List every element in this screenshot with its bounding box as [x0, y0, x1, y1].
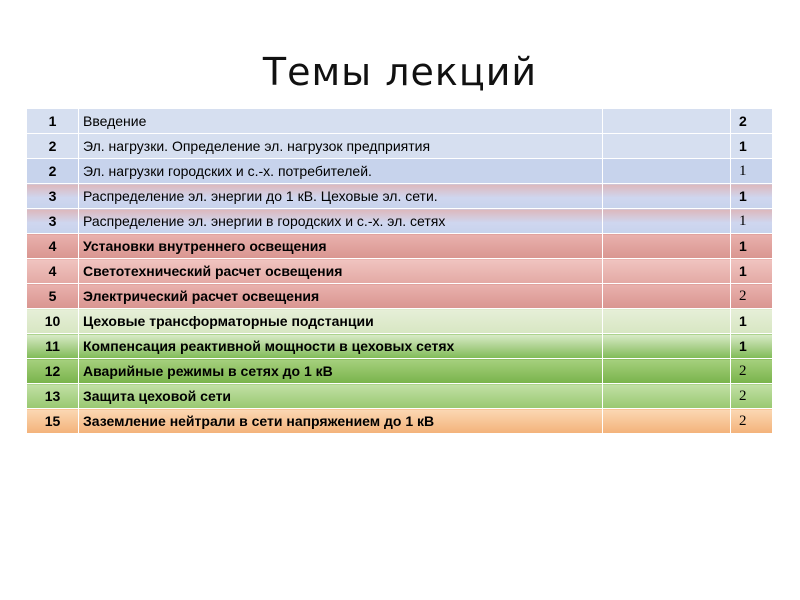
lecture-number: 4 — [27, 234, 79, 259]
lecture-number: 10 — [27, 309, 79, 334]
empty-cell — [603, 184, 731, 209]
lecture-topic: Распределение эл. энергии в городских и с.-х. эл. сетях — [79, 209, 603, 234]
table-row — [27, 309, 773, 334]
lecture-hours: 2 — [731, 284, 773, 309]
table-row — [27, 259, 773, 284]
table-row — [27, 209, 773, 234]
lecture-number: 2 — [27, 159, 79, 184]
lecture-number: 2 — [27, 134, 79, 159]
table-row — [27, 284, 773, 309]
lecture-topic: Эл. нагрузки городских и с.-х. потребителей. — [79, 159, 603, 184]
lecture-hours: 1 — [731, 259, 773, 284]
empty-cell — [603, 284, 731, 309]
table-row — [27, 409, 773, 434]
empty-cell — [603, 109, 731, 134]
lectures-table — [26, 108, 773, 434]
lecture-hours: 1 — [731, 159, 773, 184]
lecture-hours: 1 — [731, 334, 773, 359]
lecture-number: 15 — [27, 409, 79, 434]
table-row — [27, 334, 773, 359]
empty-cell — [603, 334, 731, 359]
lecture-hours: 1 — [731, 134, 773, 159]
table-row — [27, 234, 773, 259]
lecture-hours: 2 — [731, 384, 773, 409]
lecture-number: 12 — [27, 359, 79, 384]
lecture-hours: 2 — [731, 109, 773, 134]
lecture-number: 3 — [27, 184, 79, 209]
empty-cell — [603, 134, 731, 159]
empty-cell — [603, 409, 731, 434]
lecture-number: 4 — [27, 259, 79, 284]
lecture-number: 13 — [27, 384, 79, 409]
lecture-topic: Введение — [79, 109, 603, 134]
table-row — [27, 184, 773, 209]
lecture-hours: 1 — [731, 209, 773, 234]
lecture-topic: Установки внутреннего освещения — [79, 234, 603, 259]
lecture-hours: 1 — [731, 309, 773, 334]
lecture-hours: 1 — [731, 184, 773, 209]
table-row — [27, 384, 773, 409]
empty-cell — [603, 159, 731, 184]
empty-cell — [603, 384, 731, 409]
empty-cell — [603, 209, 731, 234]
lecture-topic: Светотехнический расчет освещения — [79, 259, 603, 284]
page-title: Темы лекций — [262, 50, 538, 94]
lecture-number: 3 — [27, 209, 79, 234]
lecture-topic: Эл. нагрузки. Определение эл. нагрузок предприятия — [79, 134, 603, 159]
empty-cell — [603, 234, 731, 259]
lecture-topic: Заземление нейтрали в сети напряжением до 1 кВ — [79, 409, 603, 434]
lecture-topic: Защита цеховой сети — [79, 384, 603, 409]
lecture-hours: 2 — [731, 359, 773, 384]
table-row — [27, 159, 773, 184]
table-row — [27, 359, 773, 384]
lecture-topic: Цеховые трансформаторные подстанции — [79, 309, 603, 334]
lecture-topic: Электрический расчет освещения — [79, 284, 603, 309]
lecture-topic: Аварийные режимы в сетях до 1 кВ — [79, 359, 603, 384]
empty-cell — [603, 359, 731, 384]
table-row — [27, 109, 773, 134]
empty-cell — [603, 259, 731, 284]
lecture-hours: 2 — [731, 409, 773, 434]
lecture-number: 1 — [27, 109, 79, 134]
empty-cell — [603, 309, 731, 334]
lecture-hours: 1 — [731, 234, 773, 259]
lecture-topic: Компенсация реактивной мощности в цеховых сетях — [79, 334, 603, 359]
table-row — [27, 134, 773, 159]
lecture-number: 5 — [27, 284, 79, 309]
lecture-number: 11 — [27, 334, 79, 359]
lecture-topic: Распределение эл. энергии до 1 кВ. Цеховые эл. сети. — [79, 184, 603, 209]
